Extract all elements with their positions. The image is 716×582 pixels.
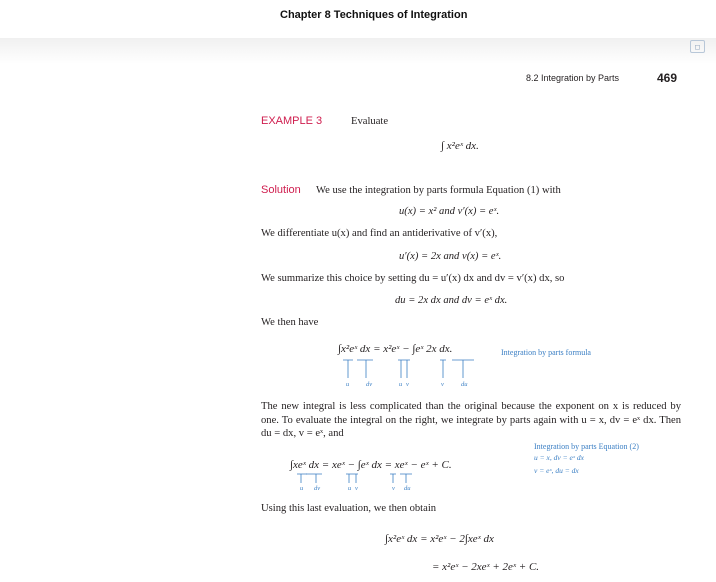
final-equation-line2: = x²eˣ − 2xeˣ + 2eˣ + C. <box>432 561 540 573</box>
step1-label-v2: v <box>441 381 444 388</box>
step2-annotation-line1: u = x, dv = eˣ dx <box>534 453 584 462</box>
step2-equation: ∫xeˣ dx = xeˣ − ∫eˣ dx = xeˣ − eˣ + C. <box>290 459 452 471</box>
step1-label-dv: dv <box>366 381 373 388</box>
step2-brace-dv <box>306 474 322 483</box>
example-prompt: Evaluate <box>351 116 389 127</box>
top-bar <box>0 0 716 38</box>
image-icon[interactable]: ◻ <box>690 40 705 53</box>
step1-equation: ∫x²eˣ dx = x²eˣ − ∫eˣ 2x dx. <box>338 343 453 355</box>
summary-text: We summarize this choice by setting du = u′(x) dx and dv = v′(x) dx, so <box>261 273 565 284</box>
step2-label-u1: u <box>300 485 304 492</box>
step2-label-v1: v <box>355 485 358 492</box>
step2-label-v2: v <box>392 485 395 492</box>
chapter-title: Chapter 8 Techniques of Integration <box>280 9 468 21</box>
step1-brace-uv <box>398 360 410 378</box>
step2-label-u2: u <box>348 485 352 492</box>
step2-brace-v <box>390 474 396 483</box>
step2-brace-uv <box>346 474 358 483</box>
step2-annotation-title: Integration by parts Equation (2) <box>534 442 639 451</box>
differential-equation: du = 2x dx and dv = eˣ dx. <box>395 295 508 306</box>
step2-brace-du <box>400 474 412 483</box>
step2-label-dv: dv <box>314 485 321 492</box>
step2-label-du: du <box>404 485 411 492</box>
page-gap <box>0 38 716 64</box>
step1-annotation: Integration by parts formula <box>501 348 591 357</box>
step1-brace-u <box>343 360 353 378</box>
section-title: 8.2 Integration by Parts <box>526 73 620 83</box>
step2-annotation-line2: v = eˣ, du = dx <box>534 466 579 475</box>
choice-equation: u(x) = x² and v′(x) = eˣ. <box>399 206 500 217</box>
step2-brace-u <box>297 474 307 483</box>
differentiate-text: We differentiate u(x) and find an antiderivative of v′(x), <box>261 228 498 239</box>
step1-brace-v <box>440 360 446 378</box>
example-integral: ∫ x²eˣ dx. <box>441 140 479 152</box>
solution-intro: We use the integration by parts formula Equation (1) with <box>316 185 561 196</box>
step1-brace-du <box>452 360 474 378</box>
example-label: EXAMPLE 3 <box>261 115 323 127</box>
derivative-equation: u′(x) = 2x and v(x) = eˣ. <box>399 251 502 262</box>
final-equation-line1: ∫x²eˣ dx = x²eˣ − 2∫xeˣ dx <box>385 533 494 545</box>
step1-label-u1: u <box>346 381 350 388</box>
step1-brace-dv <box>357 360 373 378</box>
step1-label-v1: v <box>406 381 409 388</box>
step1-label-du: du <box>461 381 468 388</box>
explanation-paragraph: The new integral is less complicated than the original because the exponent on x is reduced by one. To evaluate the integral on the right, we integrate by parts again with u = x, dv = eˣ dx. Then du = dx, v = eˣ, and <box>261 401 681 439</box>
step1-label-u2: u <box>399 381 403 388</box>
then-text: We then have <box>261 317 319 328</box>
last-evaluation-text: Using this last evaluation, we then obtain <box>261 503 437 514</box>
page-number: 469 <box>657 71 678 85</box>
solution-label: Solution <box>261 184 301 196</box>
